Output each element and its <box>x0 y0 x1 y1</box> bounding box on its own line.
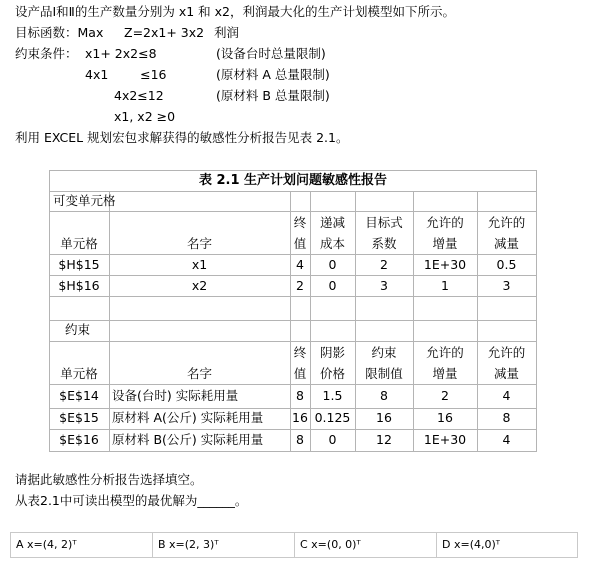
row-name: x1 <box>191 257 208 272</box>
option-d[interactable]: D x=(4,0)ᵀ <box>436 533 578 557</box>
row-name: 设备(台时) 实际耗用量 <box>112 388 239 403</box>
objective-note: 利润 <box>214 25 240 40</box>
answer-options <box>10 532 578 558</box>
row-cell: $H$16 <box>58 278 100 293</box>
header-coef-top: 目标式 <box>365 215 403 230</box>
row-inc: 16 <box>437 410 453 425</box>
row-dec: 4 <box>502 432 511 447</box>
row-dec: 3 <box>502 278 511 293</box>
question-instruction: 请据此敏感性分析报告选择填空。 <box>15 472 203 487</box>
option-b[interactable]: B x=(2, 3)ᵀ <box>152 533 294 557</box>
header-coef-bottom: 系数 <box>371 236 397 251</box>
row-reduced: 0 <box>328 278 337 293</box>
header-final-top: 终 <box>293 345 307 360</box>
row-inc: 1 <box>441 278 449 293</box>
header-final-top: 终 <box>293 215 307 230</box>
row-final: 8 <box>296 388 304 403</box>
row-rhs: 16 <box>376 410 392 425</box>
header-cell: 单元格 <box>60 366 98 381</box>
constraint-3-expression: 4x2≤12 <box>114 88 164 103</box>
header-inc-bottom: 增量 <box>432 366 458 381</box>
constraint-1-note: (设备台时总量限制) <box>216 46 326 61</box>
header-cell: 单元格 <box>60 236 98 251</box>
row-dec: 4 <box>502 388 511 403</box>
header-final-bottom: 值 <box>293 366 307 381</box>
row-shadow: 1.5 <box>322 388 343 403</box>
row-inc: 1E+30 <box>423 257 467 272</box>
row-final: 16 <box>292 410 308 425</box>
header-rhs-top: 约束 <box>371 345 397 360</box>
row-coef: 3 <box>380 278 388 293</box>
row-shadow: 0.125 <box>314 410 351 425</box>
header-shadow-top: 阴影 <box>319 345 345 360</box>
row-shadow: 0 <box>328 432 337 447</box>
header-inc-top: 允许的 <box>426 345 464 360</box>
header-dec-top: 允许的 <box>487 215 526 230</box>
option-c[interactable]: C x=(0, 0)ᵀ <box>294 533 436 557</box>
constraint-3-note: (原材料 B 总量限制) <box>216 88 330 103</box>
objective-label: 目标函数：Max <box>15 25 104 40</box>
row-name: x2 <box>191 278 208 293</box>
header-inc-bottom: 增量 <box>432 236 458 251</box>
row-name: 原材料 B(公斤) 实际耗用量 <box>112 432 264 447</box>
row-name: 原材料 A(公斤) 实际耗用量 <box>112 410 264 425</box>
header-dec-bottom: 减量 <box>493 236 519 251</box>
sensitivity-report-table <box>49 170 537 452</box>
header-final-bottom: 值 <box>293 236 307 251</box>
table-title: 表 2.1 生产计划问题敏感性报告 <box>198 173 388 188</box>
row-cell: $E$14 <box>59 388 99 403</box>
header-reduced-bottom: 成本 <box>319 236 345 251</box>
header-rhs-bottom: 限制值 <box>365 366 403 381</box>
section-constraints-label: 约束 <box>65 322 91 337</box>
constraint-1-expression: x1+ 2x2≤8 <box>85 46 157 61</box>
header-dec-bottom: 减量 <box>493 366 519 381</box>
row-rhs: 12 <box>376 432 392 447</box>
problem-statement: 设产品Ⅰ和Ⅱ的生产数量分别为 x1 和 x2，利润最大化的生产计划模型如下所示。 <box>15 4 455 19</box>
row-inc: 1E+30 <box>423 432 467 447</box>
header-inc-top: 允许的 <box>426 215 464 230</box>
row-cell: $E$16 <box>59 432 99 447</box>
row-final: 2 <box>296 278 304 293</box>
header-name: 名字 <box>186 236 212 251</box>
constraint-2-expression: 4x1 ≤16 <box>85 67 167 82</box>
header-name: 名字 <box>186 366 212 381</box>
objective-expression: Z=2x1+ 3x2 <box>124 25 205 40</box>
header-dec-top: 允许的 <box>487 345 526 360</box>
question-prompt: 从表2.1中可读出模型的最优解为______。 <box>15 493 248 508</box>
row-final: 8 <box>296 432 304 447</box>
row-inc: 2 <box>441 388 449 403</box>
row-coef: 2 <box>380 257 388 272</box>
constraint-label: 约束条件： <box>15 46 78 61</box>
nonnegativity-constraint: x1, x2 ≥0 <box>114 109 176 124</box>
section-variable-cells-label: 可变单元格 <box>53 193 116 208</box>
header-shadow-bottom: 价格 <box>319 366 345 381</box>
excel-report-line: 利用 EXCEL 规划宏包求解获得的敏感性分析报告见表 2.1。 <box>15 130 349 145</box>
row-dec: 0.5 <box>496 257 517 272</box>
row-reduced: 0 <box>328 257 337 272</box>
option-a[interactable]: A x=(4, 2)ᵀ <box>10 533 152 557</box>
row-dec: 8 <box>502 410 511 425</box>
row-final: 4 <box>296 257 304 272</box>
header-reduced-top: 递减 <box>319 215 345 230</box>
row-cell: $H$15 <box>58 257 100 272</box>
row-cell: $E$15 <box>59 410 99 425</box>
row-rhs: 8 <box>380 388 388 403</box>
constraint-2-note: (原材料 A 总量限制) <box>216 67 330 82</box>
